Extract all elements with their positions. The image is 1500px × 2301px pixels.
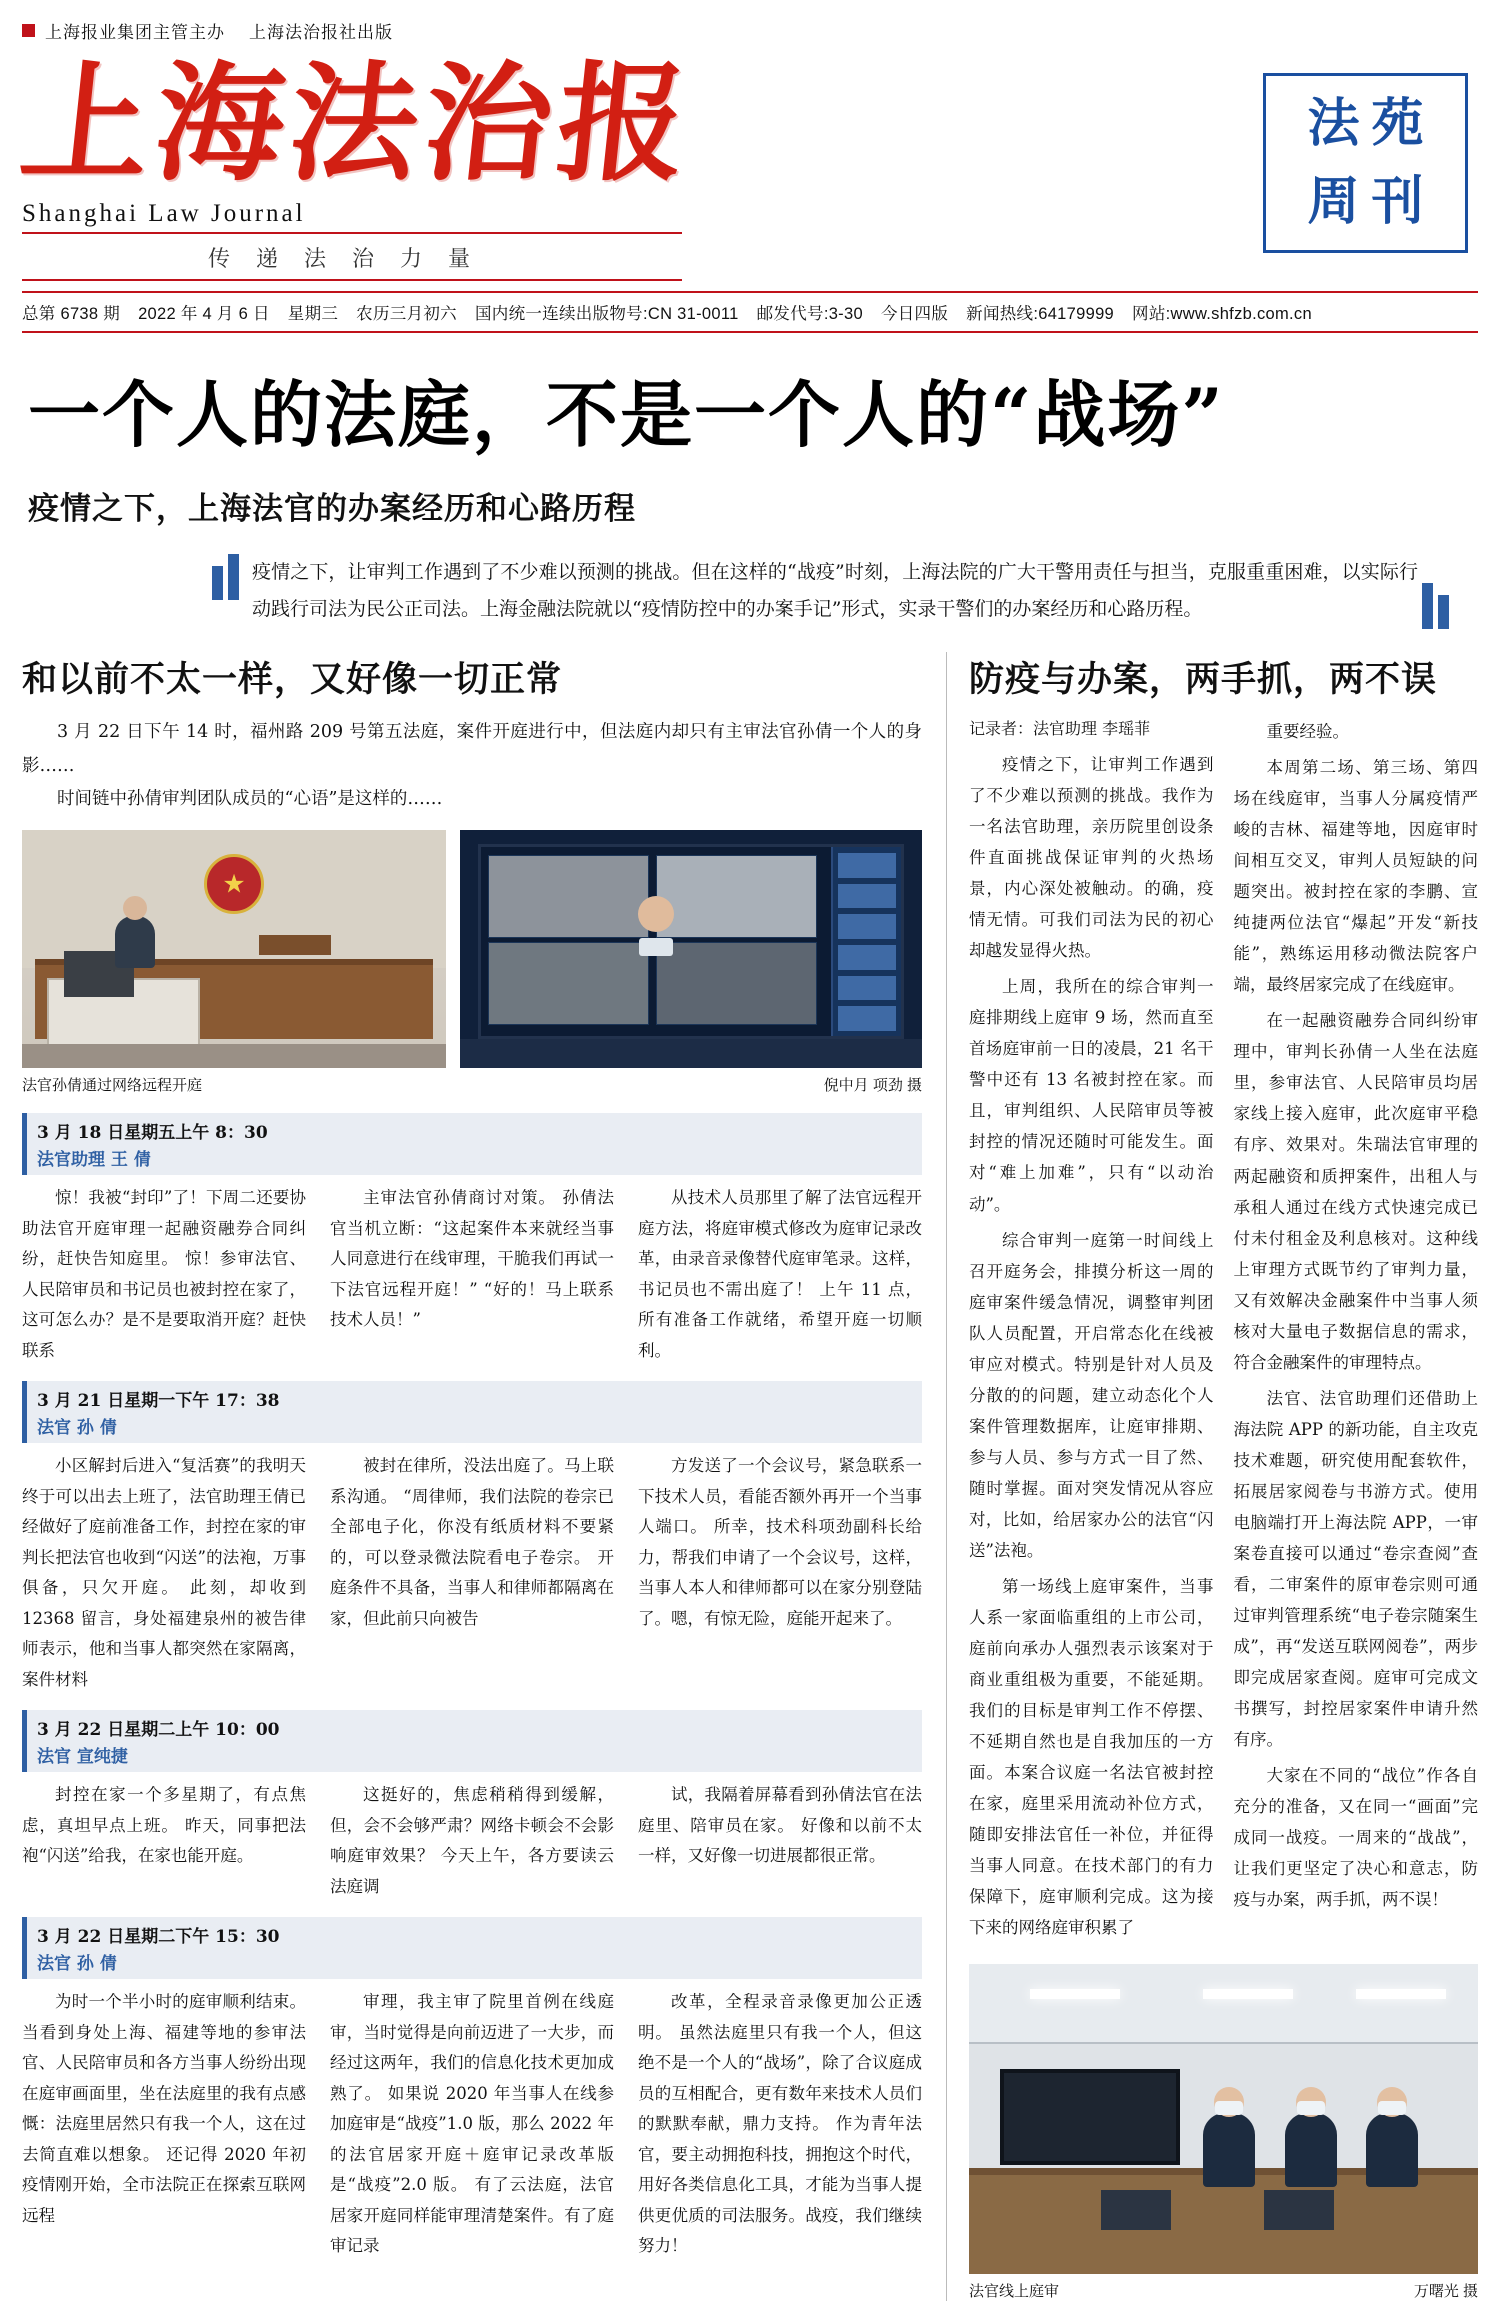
timeline-1-col-1: 惊！我被“封印”了！下周二还要协助法官开庭审理一起融资融券合同纠纷，赶快告知庭里。 惊！参审法官、人民陪审员和书记员也被封控在家了，这可怎么办？是不是要取消开庭？赶快联系 [22,1188,306,1360]
newspaper-title: 上海法治报 [14,49,700,199]
timeline-3-col-3: 试，我隔着屏幕看到孙倩法官在法庭里、陪审员在家。 好像和以前不太一样，又好像一切进展都很正常。 [638,1785,922,1866]
timeline-header-2 [22,1381,922,1443]
left-article [22,652,922,2301]
timeline-body-4 [22,1987,922,2267]
timeline-date-1: 3 月 18 日星期五上午 8：30 [37,1123,268,1144]
photo-credit-3: 万曙光 摄 [1413,2282,1478,2300]
timeline-entry-1 [22,1113,922,1371]
timeline-date-3: 3 月 22 日星期二上午 10：00 [37,1720,280,1741]
timeline-body-1 [22,1183,922,1371]
right-c2-p1: 重要经验。 [1266,722,1349,742]
newspaper-slogan: 传递法治力量 [22,234,682,281]
photo-captions [22,1074,922,1095]
timeline-header-1 [22,1113,922,1175]
red-square-icon [22,24,35,37]
timeline-3-col-1: 封控在家一个多星期了，有点焦虑，真坦早点上班。 昨天，同事把法袍“闪送”给我，在家也能开庭。 [22,1785,306,1866]
issue-cn-number: 国内统一连续出版物号:CN 31-0011 [474,305,739,324]
article-body [22,652,1478,2301]
timeline-author-1: 法官助理 王 倩 [37,1150,151,1171]
right-article-title: 防疫与办案，两手抓，两不误 [969,659,1438,701]
timeline-2-col-1: 小区解封后进入“复活赛”的我明天终于可以出去上班了，法官助理王倩已经做好了庭前准备工作，封控在家的审判长把法官也收到“闪送”的法袍，万事俱备，只欠开庭。 此刻，却收到 12368 留言，身处福建泉州的被告律师表示，他和当事人都突然在家隔离，案件材料 [22,1456,306,1689]
page-subtitle: 疫情之下，上海法官的办案经历和心路历程 [28,491,636,528]
right-c2-p5: 大家在不同的“战位”作各自充分的准备，又在同一“画面”完成同一战疫。一周来的“战战”，让我们更坚定了决心和意志，防疫与办案，两手抓，两不误！ [1233,1765,1478,1909]
issue-lunar-date: 农历三月初六 [356,305,457,324]
page-title: 一个人的法庭，不是一个人的“战场” [28,372,1225,458]
timeline-header-3 [22,1710,922,1772]
lead-block [22,554,1478,628]
timeline-date-2: 3 月 21 日星期一下午 17：38 [37,1391,280,1412]
timeline-author-4: 法官 孙 倩 [37,1954,117,1975]
weekly-supplement-badge [1263,73,1468,253]
right-c2-p2: 本周第二场、第三场、第四场在线庭审，当事人分属疫情严峻的吉林、福建等地，因庭审时间相互交叉，审判人员短缺的问题突出。被封控在家的李鹏、宣纯捷两位法官“爆起”开发“新技能”，熟练运用移动微法院客户端，最终居家完成了在线庭审。 [1233,758,1478,995]
left-intro-2: 时间链中孙倩审判团队成员的“心语”是这样的…… [57,788,443,809]
timeline-author-3: 法官 宣纯捷 [37,1747,128,1768]
right-c2-p3: 在一起融资融券合同纠纷审理中，审判长孙倩一人坐在法庭里，参审法官、人民陪审员均居家线上接入庭审，此次庭审平稳有序、效果对。朱瑞法官审理的两起融资和质押案件，出租人与承租人通过在线方式快速完成已付未付租金及利息核对。这种线上审理方式既节约了审判力量，又有效解决金融案件中当事人须核对大量电子数据信息的需求，符合金融案件的审理特点。 [1233,1011,1478,1372]
right-columns [969,716,1478,1948]
quote-open-icon [212,554,244,605]
timeline-body-3 [22,1780,922,1907]
publisher-right: 上海法治报社出版 [249,23,393,42]
timeline-2-col-3: 方发送了一个会议号，紧急联系一下技术人员，看能否额外再开一个当事人端口。 所幸，技术科项劲副科长给力，帮我们申请了一个会议号，这样，当事人本人和律师都可以在家分别登陆了。嗯，有惊无险，庭能开起来了。 [638,1456,922,1628]
issue-number: 总第 6738 期 [22,305,121,324]
issue-page-count: 今日四版 [880,305,949,324]
masthead-logo-block [14,43,722,281]
photo-remote-hearing-screen [460,830,922,1068]
timeline-header-4 [22,1917,922,1979]
right-column-1 [969,716,1214,1948]
timeline-entry-2 [22,1381,922,1700]
issue-hotline: 新闻热线:64179999 [966,305,1115,324]
weekly-line-2: 周刊 [1307,171,1436,232]
timeline-list [22,1113,922,2267]
photo-caption-1: 法官孙倩通过网络远程开庭 [22,1077,203,1095]
timeline-date-4: 3 月 22 日星期二下午 15：30 [37,1927,280,1948]
right-c1-p4: 第一场线上庭审案件，当事人系一家面临重组的上市公司，庭前向承办人强烈表示该案对于商业重组极为重要，不能延期。我们的目标是审判工作不停摆、不延期自然也是自我加压的一方面。本案合议庭一名法官被封控在家，庭里采用流动补位方式，随即安排法官任一补位，并征得当事人同意。在技术部门的有力保障下，庭审顺利完成。这为接下来的网络庭审积累了 [969,1576,1214,1937]
weekly-line-1: 法苑 [1307,93,1436,154]
publisher-line [22,0,1478,43]
right-article [946,652,1478,2301]
lead-paragraph: 疫情之下，让审判工作遇到了不少难以预测的挑战。但在这样的“战疫”时刻，上海法院的广大干警用责任与担当，克服重重困难，以实际行动践行司法为民公正司法。上海金融法院就以“疫情防控中的办案手记”形式，实录干警们的办案经历和心路历程。 [252,561,1418,621]
right-c2-p4: 法官、法官助理们还借助上海法院 APP 的新功能，自主攻克技术难题，研究使用配套软件，拓展居家阅卷与书游方式。使用电脑端打开上海法院 APP，一审案卷直接可以通过“卷宗查阅”查看，二审案件的原审卷宗则可通过审判管理系统“电子卷宗随案生成”，再“发送互联网阅卷”，两步即完成居家查阅。庭审可完成文书撰写，封控居家案件申请升然有序。 [1233,1388,1478,1749]
right-c1-p2: 上周，我所在的综合审判一庭排期线上庭审 9 场，然而直至首场庭审前一日的凌晨，21 名干警中还有 13 名被封控在家。而且，审判组织、人民陪审员等被封控的情况还随时可能发生。面对“难上加难”，只有“以动治动”。 [969,977,1214,1214]
timeline-4-col-1: 为时一个半小时的庭审顺利结束。 当看到身处上海、福建等地的参审法官、人民陪审员和各方当事人纷纷出现在庭审画面里，坐在法庭里的我有点感慨：法庭里居然只有我一个人，这在过去简直难以想象。 还记得 2020 年初疫情刚开始，全市法院正在探索互联网远程 [22,1992,306,2225]
issue-weekday: 星期三 [287,305,339,324]
timeline-2-col-2: 被封在律所，没法出庭了。马上联系沟通。 “周律师，我们法院的卷宗已全部电子化，你没有纸质材料不要紧的，可以登录微法院看电子卷宗。 开庭条件不具备，当事人和律师都隔离在家，但此前只向被告 [330,1456,614,1628]
photo-3-caption-row [969,2280,1478,2301]
photo-credit-2: 倪中月 项劲 摄 [823,1077,922,1095]
timeline-4-col-2: 审理，我主审了院里首例在线庭审，当时觉得是向前迈进了一大步，而经过这两年，我们的信息化技术更加成熟了。 如果说 2020 年当事人在线参加庭审是“战疫”1.0 版，那么 2022 年的法官居家开庭＋庭审记录改革版是“战疫”2.0 版。 有了云法庭，法官居家开庭同样能审理清楚案件。有了庭审记录 [330,1992,614,2256]
right-c1-p3: 综合审判一庭第一时间线上召开庭务会，排摸分析这一周的庭审案件缓急情况，调整审判团队人员配置，开启常态化在线被审应对模式。特别是针对人员及分散的的问题，建立动态化个人案件管理数据库，让庭审排期、参与人员、参与方式一目了然、随时掌握。面对突发情况从容应对，比如，给居家办公的法官“闪送”法袍。 [969,1230,1214,1560]
issue-info-bar [22,291,1478,333]
timeline-author-2: 法官 孙 倩 [37,1418,117,1439]
newspaper-title-en: Shanghai Law Journal [22,200,682,234]
timeline-entry-3 [22,1710,922,1907]
photo-caption-3: 法官线上庭审 [969,2282,1060,2300]
left-article-title: 和以前不太一样，又好像一切正常 [22,659,563,701]
right-byline: 记录者：法官助理 李瑶菲 [969,719,1151,739]
right-column-2 [1234,716,1479,1948]
masthead [14,43,1478,281]
timeline-3-col-2: 这挺好的，焦虑稍稍得到缓解，但，会不会够严肃？网络卡顿会不会影响庭审效果？ 今天上午，各方要读云法庭调 [330,1785,614,1896]
photo-row [22,830,922,1068]
photo-courtroom-single-judge [22,830,446,1068]
publisher-left: 上海报业集团主管主办 [45,23,225,42]
timeline-1-col-3: 从技术人员那里了解了法官远程开庭方法，将庭审模式修改为庭审记录改革，由录音录像替代庭审笔录。这样，书记员也不需出庭了！ 上午 11 点，所有准备工作就绪，希望开庭一切顺利。 [638,1188,922,1360]
issue-date: 2022 年 4 月 6 日 [138,305,270,324]
quote-close-icon [1422,583,1454,634]
photo-online-hearing-room [969,1964,1478,2274]
timeline-body-2 [22,1451,922,1700]
timeline-4-col-3: 改革，全程录音录像更加公正透明。 虽然法庭里只有我一个人，但这绝不是一个人的“战场”，除了合议庭成员的互相配合，更有数年来技术人员们的默默奉献，鼎力支持。 作为青年法官，要主动拥抱科技，拥抱这个时代，用好各类信息化工具，才能为当事人提供更优质的司法服务。战疫，我们继续努力！ [638,1992,922,2256]
left-intro-1: 3 月 22 日下午 14 时，福州路 209 号第五法庭，案件开庭进行中，但法庭内却只有主审法官孙倩一个人的身影…… [22,722,922,776]
timeline-entry-4 [22,1917,922,2267]
issue-postal-code: 邮发代号:3-30 [756,305,863,324]
timeline-1-col-2: 主审法官孙倩商讨对策。 孙倩法官当机立断：“这起案件本来就经当事人同意进行在线审理，干脆我们再试一下法官远程开庭！” “好的！马上联系技术人员！” [330,1188,614,1330]
issue-website: 网站:www.shfzb.com.cn [1132,305,1312,324]
right-c1-p1: 疫情之下，让审判工作遇到了不少难以预测的挑战。我作为一名法官助理，亲历院里创设条件直面挑战保证审判的火热场景，内心深处被触动。的确，疫情无情。可我们司法为民的初心却越发显得火热。 [969,755,1214,961]
